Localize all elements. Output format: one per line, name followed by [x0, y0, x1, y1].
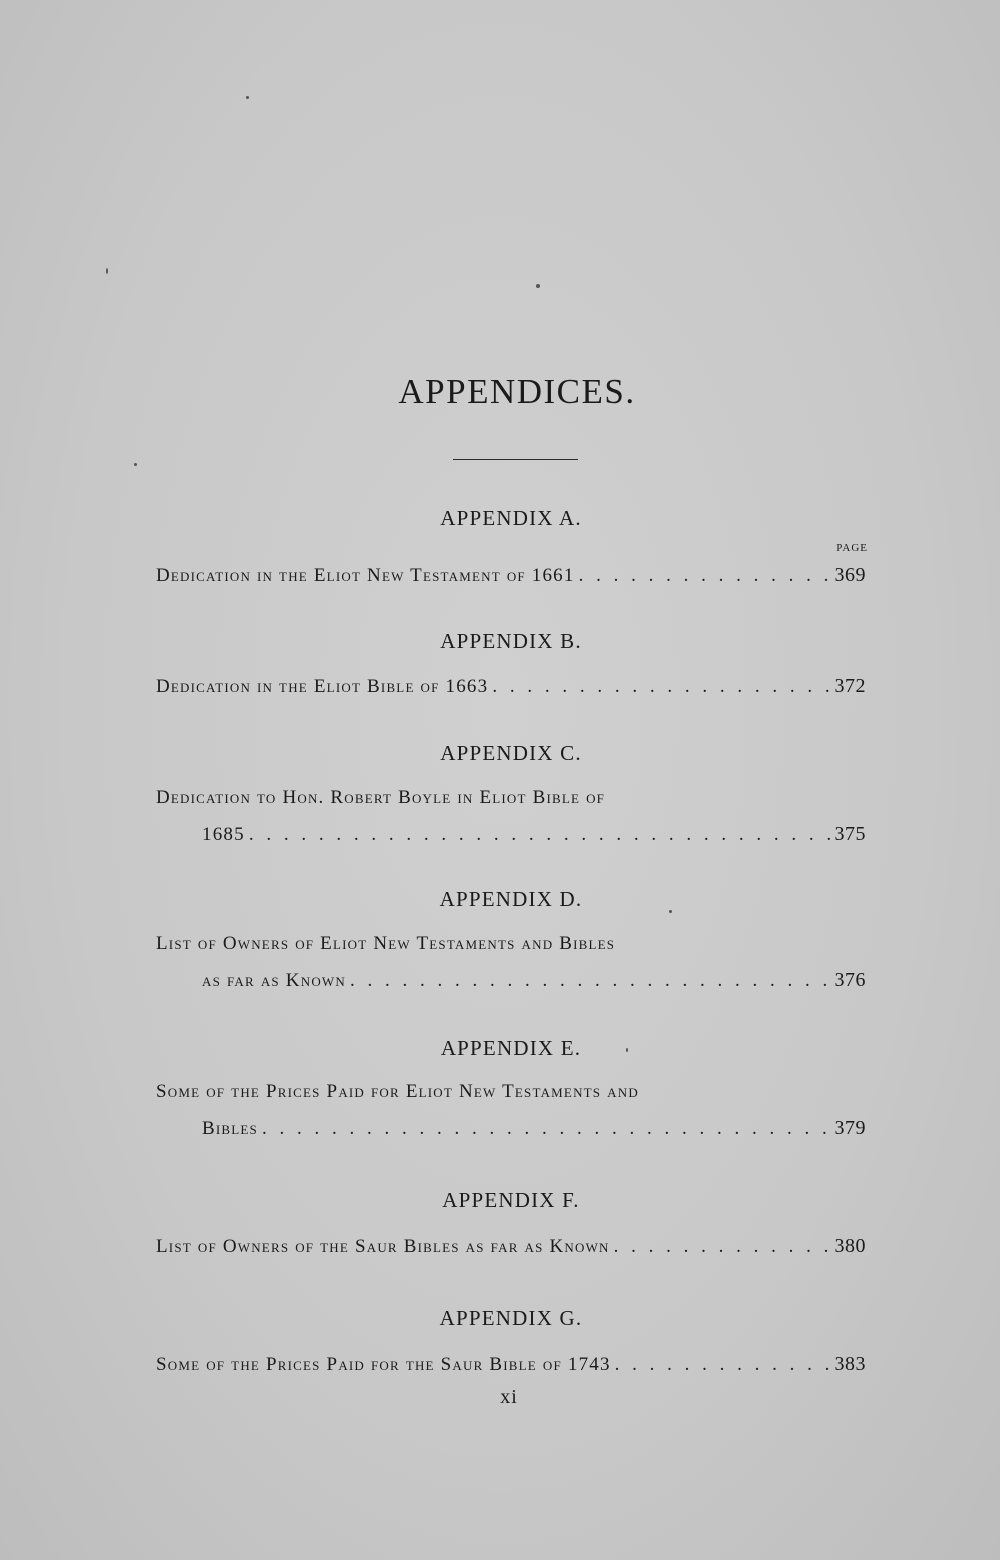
toc-line	[156, 926, 866, 962]
toc-line	[156, 1346, 866, 1383]
appendix-f-heading: APPENDIX F.	[442, 1188, 580, 1212]
title-rule	[453, 459, 578, 460]
appendix-b-heading: APPENDIX B.	[440, 629, 582, 653]
toc-line	[156, 668, 866, 705]
dot-leader	[262, 1111, 831, 1147]
dot-leader	[615, 1347, 831, 1383]
entry-text: Dedication to Hon. Robert Boyle in Eliot Bible of	[156, 787, 606, 808]
appendix-g-entry	[156, 1346, 866, 1383]
scan-speck	[106, 268, 108, 274]
dot-leader	[249, 817, 831, 853]
entry-text: Some of the Prices Paid for Eliot New Testaments and	[156, 1081, 639, 1102]
entry-text: Some of the Prices Paid for the Saur Bible of 1743	[156, 1354, 611, 1375]
appendix-a-heading: APPENDIX A.	[440, 506, 582, 530]
toc-line	[156, 1074, 866, 1110]
entry-text: as far as Known	[202, 970, 346, 991]
scan-speck	[134, 463, 137, 466]
page-column-label: PAGE	[836, 542, 868, 554]
dot-leader	[492, 669, 830, 705]
page-number: 369	[834, 564, 866, 586]
appendix-e-entry	[156, 1074, 866, 1147]
dot-leader	[579, 558, 831, 594]
scan-speck	[246, 96, 249, 99]
page-number: 379	[834, 1117, 866, 1139]
page-number: 375	[834, 823, 866, 845]
appendix-c-heading: APPENDIX C.	[440, 741, 582, 765]
dot-leader	[350, 963, 831, 999]
page-number: 383	[834, 1353, 866, 1375]
toc-line	[156, 780, 866, 816]
page-folio: xi	[500, 1386, 518, 1408]
entry-text: Dedication in the Eliot Bible of 1663	[156, 676, 489, 697]
page-number: 372	[834, 675, 866, 697]
toc-line-continued	[156, 816, 866, 853]
dot-leader	[614, 1229, 831, 1265]
entry-text: 1685	[202, 824, 245, 845]
appendix-e-heading: APPENDIX E.	[440, 1036, 582, 1060]
toc-line-continued	[156, 962, 866, 999]
page-number: 380	[834, 1235, 866, 1257]
appendix-f-entry	[156, 1228, 866, 1265]
entry-text: List of Owners of the Saur Bibles as far as Known	[156, 1236, 610, 1257]
toc-line-continued	[156, 1110, 866, 1147]
scan-speck	[536, 284, 540, 288]
appendix-d-entry	[156, 926, 866, 999]
entry-text: Bibles	[202, 1118, 258, 1139]
page-number: 376	[834, 969, 866, 991]
appendix-b-entry	[156, 668, 866, 705]
appendix-a-entry	[156, 557, 866, 594]
appendix-d-heading: APPENDIX D.	[439, 887, 583, 911]
entry-text: Dedication in the Eliot New Testament of 1661	[156, 565, 575, 586]
appendix-g-heading: APPENDIX G.	[439, 1306, 583, 1330]
appendix-c-entry	[156, 780, 866, 853]
toc-line	[156, 1228, 866, 1265]
entry-text: List of Owners of Eliot New Testaments and Bibles	[156, 933, 616, 954]
toc-line	[156, 557, 866, 594]
page-title: APPENDICES.	[398, 372, 636, 411]
